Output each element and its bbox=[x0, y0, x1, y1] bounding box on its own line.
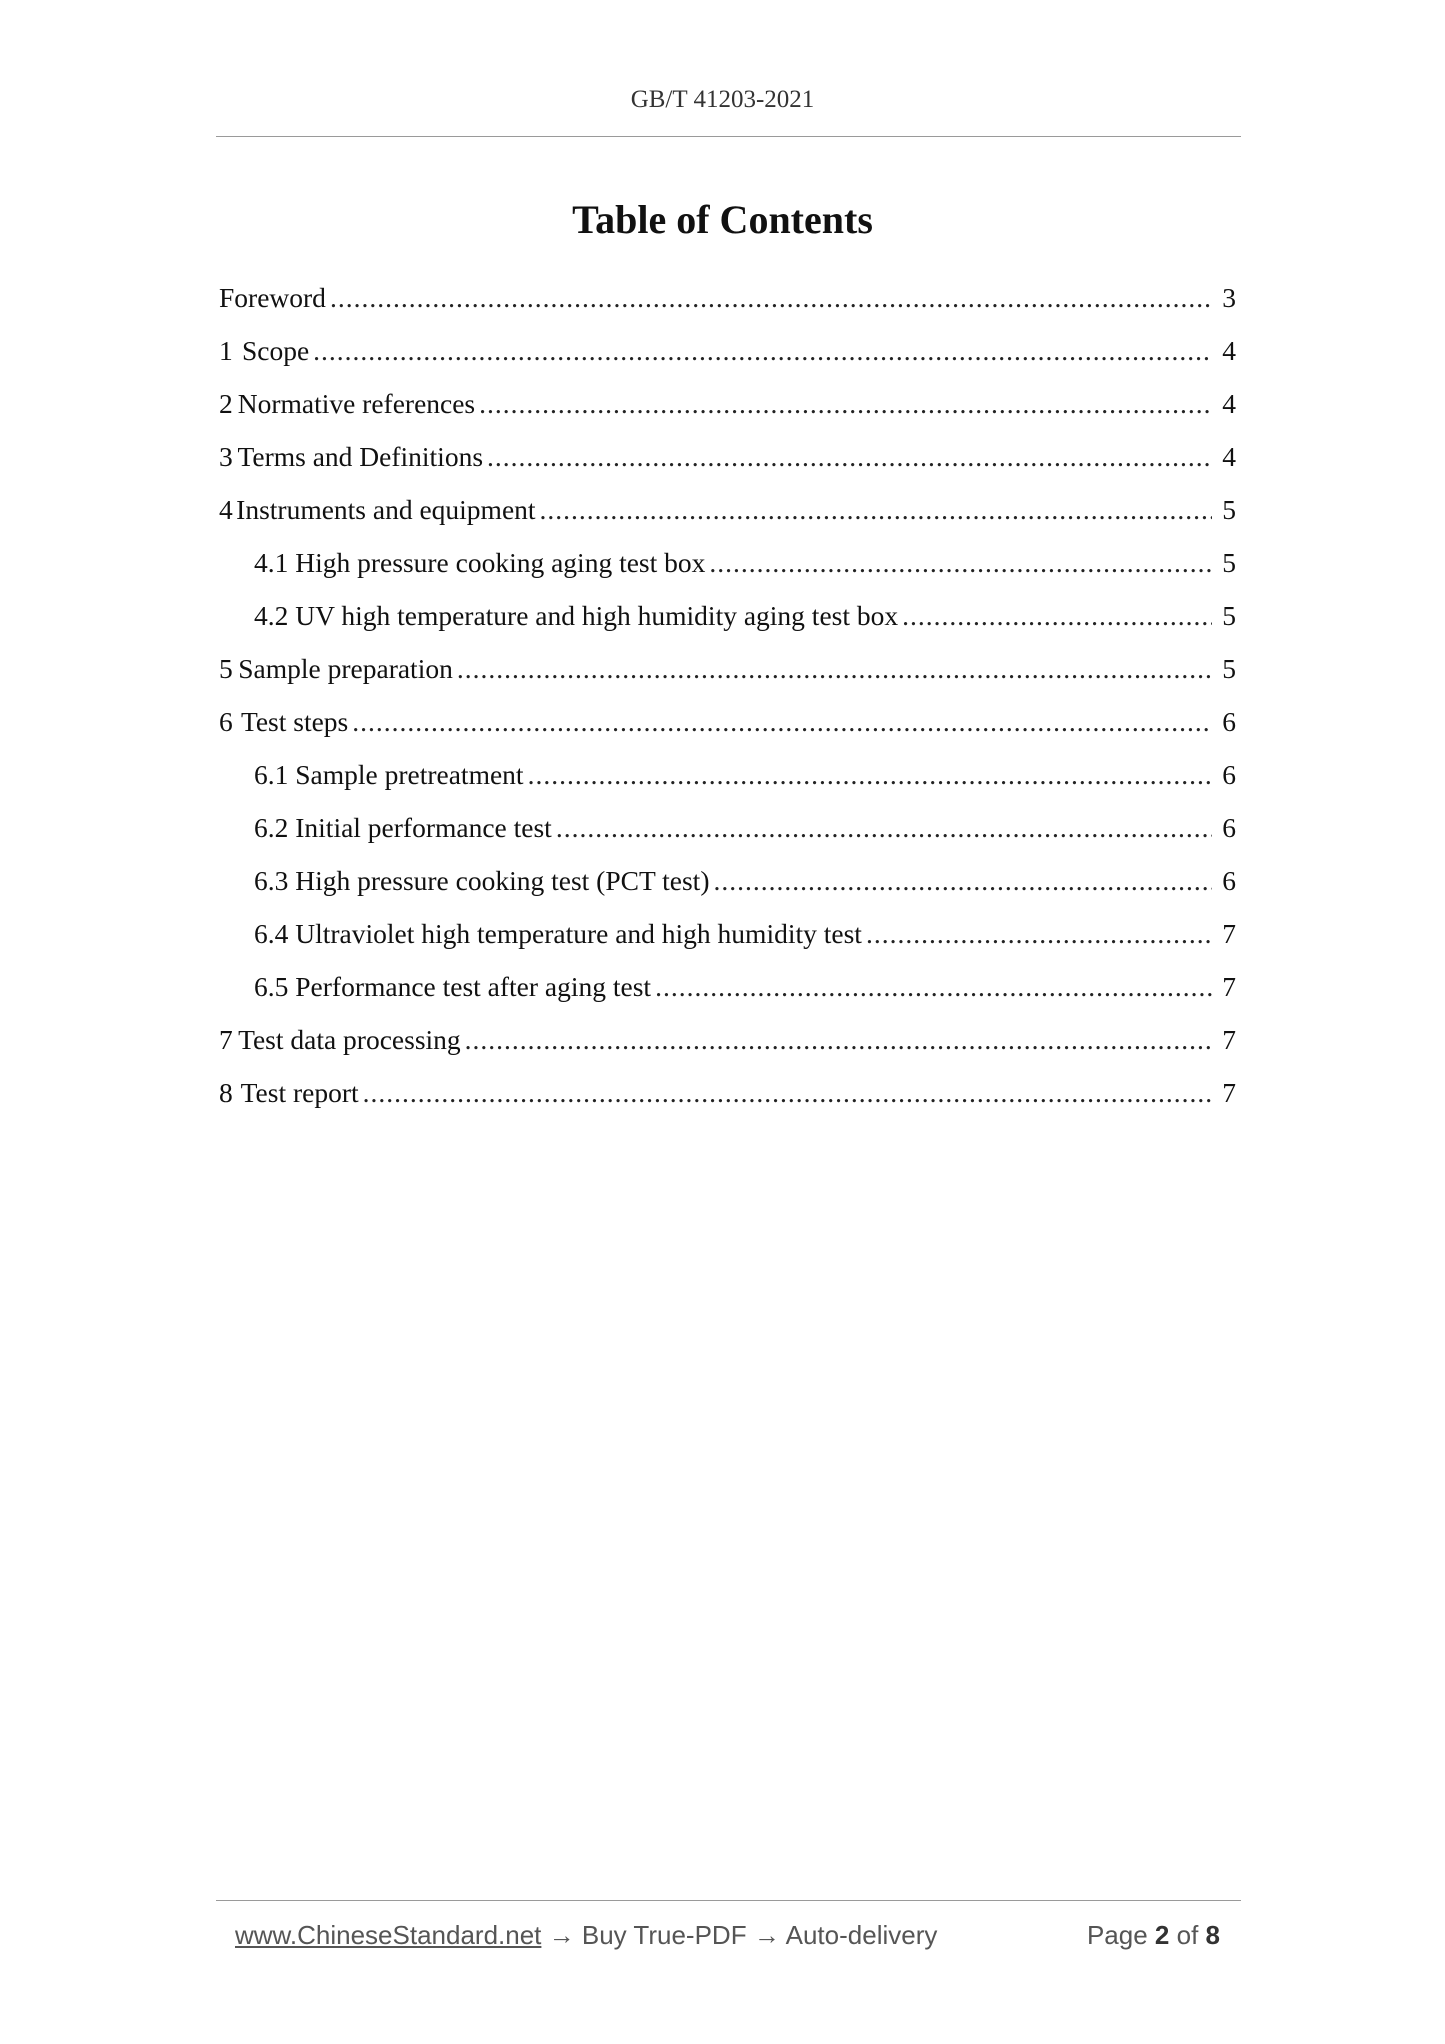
dot-leader bbox=[330, 271, 1212, 324]
toc-entry-text: Test report bbox=[240, 1077, 359, 1108]
dot-leader bbox=[528, 748, 1213, 801]
toc-page-number: 7 bbox=[1222, 1024, 1236, 1055]
toc-page-number: 6 bbox=[1222, 865, 1236, 896]
current-page-number: 2 bbox=[1154, 1920, 1170, 1950]
toc-section-number: 3 bbox=[219, 441, 233, 472]
toc-entry-scope[interactable] bbox=[219, 324, 1236, 377]
toc-entry-instruments[interactable] bbox=[219, 483, 1236, 536]
toc-entry-6-2[interactable] bbox=[219, 801, 1236, 854]
of-label: of bbox=[1176, 1920, 1199, 1950]
toc-entry-text: Sample preparation bbox=[238, 653, 453, 684]
dot-leader bbox=[866, 907, 1212, 960]
toc-section-number: 2 bbox=[219, 388, 233, 419]
toc-entry-6-3[interactable] bbox=[219, 854, 1236, 907]
toc-section-number: 4 bbox=[219, 494, 233, 525]
toc-page-number: 7 bbox=[1222, 918, 1236, 949]
toc-entry-6-4[interactable] bbox=[219, 907, 1236, 960]
toc-entry-test-data-processing[interactable] bbox=[219, 1013, 1236, 1066]
page-indicator bbox=[1087, 1920, 1220, 1951]
toc-entry-4-1[interactable] bbox=[219, 536, 1236, 589]
dot-leader bbox=[713, 854, 1212, 907]
toc-entry-text: 6.2 Initial performance test bbox=[254, 812, 552, 843]
footer-divider bbox=[216, 1900, 1241, 1901]
buy-true-pdf-text: Buy True-PDF bbox=[581, 1920, 747, 1950]
footer-promo bbox=[235, 1920, 937, 1951]
dot-leader bbox=[352, 695, 1212, 748]
toc-page-number: 6 bbox=[1222, 812, 1236, 843]
toc-entry-text: Scope bbox=[241, 335, 310, 366]
toc-entry-test-steps[interactable] bbox=[219, 695, 1236, 748]
dot-leader bbox=[709, 536, 1212, 589]
toc-section-number: 5 bbox=[219, 653, 233, 684]
toc-entry-text: 4.1 High pressure cooking aging test box bbox=[254, 547, 706, 578]
dot-leader bbox=[655, 960, 1212, 1013]
toc-entry-sample-preparation[interactable] bbox=[219, 642, 1236, 695]
dot-leader bbox=[457, 642, 1212, 695]
dot-leader bbox=[479, 377, 1212, 430]
toc-entry-text: 6.3 High pressure cooking test (PCT test) bbox=[254, 865, 710, 896]
toc-page-number: 5 bbox=[1222, 547, 1236, 578]
toc-page-number: 6 bbox=[1222, 706, 1236, 737]
page-title: Table of Contents bbox=[572, 197, 873, 242]
dot-leader bbox=[556, 801, 1212, 854]
dot-leader bbox=[487, 430, 1212, 483]
header-standard-code: GB/T 41203-2021 bbox=[630, 86, 815, 113]
toc-page-number: 4 bbox=[1222, 388, 1236, 419]
toc-entry-test-report[interactable] bbox=[219, 1066, 1236, 1119]
toc-entry-text: Terms and Definitions bbox=[237, 441, 484, 472]
toc-section-number: 1 bbox=[219, 335, 233, 366]
toc-entry-6-5[interactable] bbox=[219, 960, 1236, 1013]
auto-delivery-text: Auto-delivery bbox=[785, 1920, 938, 1950]
toc-section-number: 7 bbox=[219, 1024, 233, 1055]
toc-section-number: 8 bbox=[219, 1077, 233, 1108]
dot-leader bbox=[465, 1013, 1213, 1066]
toc-page-number: 4 bbox=[1222, 441, 1236, 472]
toc-entry-text: Test steps bbox=[240, 706, 349, 737]
toc-entry-text: Normative references bbox=[237, 388, 476, 419]
arrow-right-icon: → bbox=[548, 1920, 575, 1950]
toc-page-number: 5 bbox=[1222, 494, 1236, 525]
toc-entry-text: 6.1 Sample pretreatment bbox=[254, 759, 524, 790]
table-of-contents bbox=[219, 271, 1236, 1119]
dot-leader bbox=[540, 483, 1213, 536]
toc-page-number: 4 bbox=[1222, 335, 1236, 366]
toc-entry-foreword[interactable] bbox=[219, 271, 1236, 324]
site-link[interactable]: www.ChineseStandard.net bbox=[235, 1920, 542, 1950]
dot-leader bbox=[902, 589, 1212, 642]
toc-page-number: 3 bbox=[1222, 282, 1236, 313]
dot-leader bbox=[363, 1066, 1213, 1119]
toc-page-number: 7 bbox=[1222, 971, 1236, 1002]
toc-section-number: 6 bbox=[219, 706, 233, 737]
footer bbox=[235, 1920, 1235, 1956]
toc-entry-text: Test data processing bbox=[238, 1024, 461, 1055]
toc-entry-4-2[interactable] bbox=[219, 589, 1236, 642]
arrow-right-icon: → bbox=[753, 1920, 780, 1950]
toc-entry-text: 4.2 UV high temperature and high humidity aging test box bbox=[254, 600, 899, 631]
toc-page-number: 6 bbox=[1222, 759, 1236, 790]
toc-entry-normative-references[interactable] bbox=[219, 377, 1236, 430]
toc-page-number: 7 bbox=[1222, 1077, 1236, 1108]
total-pages-number: 8 bbox=[1205, 1920, 1220, 1950]
toc-entry-text: Foreword bbox=[219, 282, 326, 313]
toc-entry-text: 6.5 Performance test after aging test bbox=[254, 971, 652, 1002]
toc-entry-6-1[interactable] bbox=[219, 748, 1236, 801]
page-label: Page bbox=[1086, 1920, 1148, 1950]
toc-entry-terms-definitions[interactable] bbox=[219, 430, 1236, 483]
header-divider bbox=[216, 136, 1241, 137]
toc-entry-text: 6.4 Ultraviolet high temperature and high humidity test bbox=[254, 918, 862, 949]
toc-entry-text: Instruments and equipment bbox=[236, 494, 536, 525]
toc-page-number: 5 bbox=[1222, 653, 1236, 684]
toc-page-number: 5 bbox=[1222, 600, 1236, 631]
dot-leader bbox=[313, 324, 1212, 377]
